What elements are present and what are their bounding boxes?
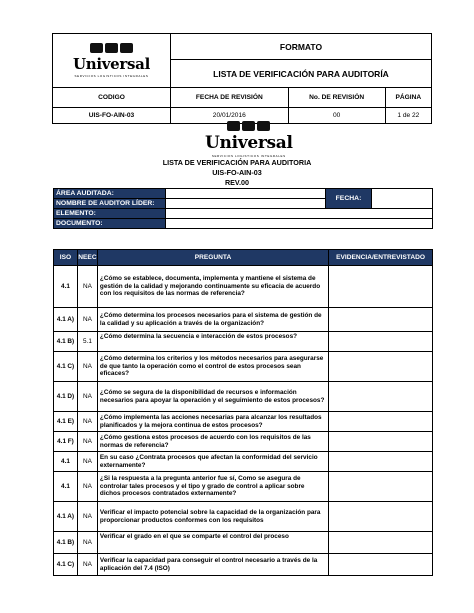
header-pregunta: PREGUNTA	[97, 250, 328, 266]
table-row	[54, 554, 433, 576]
row-iso: 4.1 D)	[54, 382, 78, 412]
elemento-field[interactable]	[166, 209, 433, 219]
row-neec: NA	[77, 352, 97, 382]
logo-cell	[53, 34, 171, 88]
logo-tagline: SERVICIOS LOGISTICOS INTEGRALES	[211, 154, 286, 158]
elemento-label: ELEMENTO:	[54, 209, 166, 219]
formato-label: FORMATO	[171, 34, 432, 60]
col-pagina: PÁGINA	[385, 88, 431, 108]
row-neec: NA	[77, 502, 97, 532]
row-question: En su caso ¿Contrata procesos que afectan la conformidad del servicio externamente?	[97, 452, 328, 472]
row-question: ¿Cómo determina los procesos necesarios para el sistema de gestión de la calidad y su aplicación a través de la organización?	[97, 308, 328, 332]
row-iso: 4.1 C)	[54, 554, 78, 576]
col-codigo: CODIGO	[53, 88, 171, 108]
col-revision: No. DE REVISIÓN	[288, 88, 385, 108]
row-evidence-field[interactable]	[329, 266, 433, 308]
logo-tagline: SERVICIOS LOGISTICOS INTEGRALES	[74, 74, 149, 78]
row-question: ¿Cómo implementa las acciones necesarias para alcanzar los resultados planificados y la mejora continua de estos procesos?	[97, 412, 328, 432]
area-label: ÁREA AUDITADA:	[54, 189, 166, 199]
row-iso: 4.1	[54, 266, 78, 308]
auditor-field[interactable]	[166, 199, 326, 209]
fecha-value: 20/01/2016	[171, 108, 289, 124]
table-row	[54, 472, 433, 502]
fecha-field[interactable]	[372, 189, 433, 209]
auditor-label: NOMBRE DE AUDITOR LÍDER:	[54, 199, 166, 209]
row-neec: NA	[77, 554, 97, 576]
row-evidence-field[interactable]	[329, 352, 433, 382]
row-iso: 4.1 E)	[54, 412, 78, 432]
audit-info-table	[53, 188, 433, 229]
row-neec: NA	[77, 382, 97, 412]
row-evidence-field[interactable]	[329, 412, 433, 432]
table-row	[54, 352, 433, 382]
fecha-label: FECHA:	[326, 189, 372, 209]
row-neec: NA	[77, 452, 97, 472]
row-neec: NA	[77, 532, 97, 554]
row-question: ¿Cómo gestiona estos procesos de acuerdo con los requisitos de las normas de referencia?	[97, 432, 328, 452]
row-iso: 4.1 A)	[54, 502, 78, 532]
row-question: ¿Cómo determina la secuencia e interacción de estos procesos?	[97, 332, 328, 352]
row-question: Verificar el grado en el que se comparte el control del proceso	[97, 532, 328, 554]
document-header	[52, 33, 432, 124]
row-neec: NA	[77, 432, 97, 452]
row-evidence-field[interactable]	[329, 502, 433, 532]
table-row	[54, 532, 433, 554]
title-line-2: UIS-FO-AIN-03	[212, 168, 262, 177]
row-iso: 4.1	[54, 472, 78, 502]
row-neec: NA	[77, 308, 97, 332]
table-row	[54, 502, 433, 532]
row-iso: 4.1	[54, 452, 78, 472]
documento-field[interactable]	[166, 219, 433, 229]
table-row	[54, 452, 433, 472]
row-evidence-field[interactable]	[329, 332, 433, 352]
row-evidence-field[interactable]	[329, 554, 433, 576]
row-question: ¿Si la respuesta a la pregunta anterior fue sí, Como se asegura de controlar tales procesos y el tipo y grado de control a aplicar sobre dichos procesos contratados externamente?	[97, 472, 328, 502]
title-line-3: REV.00	[224, 178, 250, 187]
row-evidence-field[interactable]	[329, 472, 433, 502]
row-neec: NA	[77, 266, 97, 308]
area-field[interactable]	[166, 189, 326, 199]
table-row	[54, 432, 433, 452]
row-neec: NA	[77, 412, 97, 432]
table-row	[54, 266, 433, 308]
document-title: LISTA DE VERIFICACIÓN PARA AUDITORÍA	[171, 60, 432, 88]
row-question: Verificar la capacidad para conseguir el control necesario a través de la aplicación del 7.4 (ISO)	[97, 554, 328, 576]
table-row	[54, 332, 433, 352]
col-fecha: FECHA DE REVISIÓN	[171, 88, 289, 108]
row-evidence-field[interactable]	[329, 452, 433, 472]
universal-logo	[53, 43, 170, 78]
logo-word: Universal	[72, 55, 150, 73]
universal-logo-center	[205, 121, 293, 158]
codigo-value: UIS-FO-AIN-03	[53, 108, 171, 124]
row-evidence-field[interactable]	[329, 308, 433, 332]
row-question: ¿Cómo se establece, documenta, implementa y mantiene el sistema de gestión de la calidad y mejorando continuamente su eficacia de acuerdo con los requisitos de las normas de referencia?	[97, 266, 328, 308]
header-evidencia: EVIDENCIA/ENTREVISTADO	[329, 250, 433, 266]
row-iso: 4.1 B)	[54, 332, 78, 352]
row-question: Verificar el impacto potencial sobre la capacidad de la organización para proporcionar productos conformes con los requisitos	[97, 502, 328, 532]
row-neec: NA	[77, 472, 97, 502]
row-iso: 4.1 A)	[54, 308, 78, 332]
table-row	[54, 308, 433, 332]
title-line-1: LISTA DE VERIFICACIÓN PARA AUDITORIA	[162, 158, 312, 167]
logo-mark-icon	[227, 121, 270, 131]
logo-word: Universal	[205, 133, 293, 153]
pagina-value: 1 de 22	[385, 108, 431, 124]
row-evidence-field[interactable]	[329, 382, 433, 412]
row-iso: 4.1 B)	[54, 532, 78, 554]
row-iso: 4.1 F)	[54, 432, 78, 452]
row-iso: 4.1 C)	[54, 352, 78, 382]
table-row	[54, 412, 433, 432]
row-neec: 5.1	[77, 332, 97, 352]
header-iso: ISO	[54, 250, 78, 266]
row-question: ¿Cómo determina los criterios y los métodos necesarios para asegurarse de que tanto la operación como el control de estos procesos sean eficaces?	[97, 352, 328, 382]
header-neec: NEEC	[77, 250, 97, 266]
revision-value: 00	[288, 108, 385, 124]
table-row	[54, 382, 433, 412]
checklist-table	[53, 249, 433, 576]
row-evidence-field[interactable]	[329, 532, 433, 554]
row-question: ¿Cómo se segura de la disponibilidad de recursos e información necesarios para apoyar la operación y el seguimiento de estos procesos?	[97, 382, 328, 412]
logo-mark-icon	[90, 43, 133, 53]
row-evidence-field[interactable]	[329, 432, 433, 452]
documento-label: DOCUMENTO:	[54, 219, 166, 229]
